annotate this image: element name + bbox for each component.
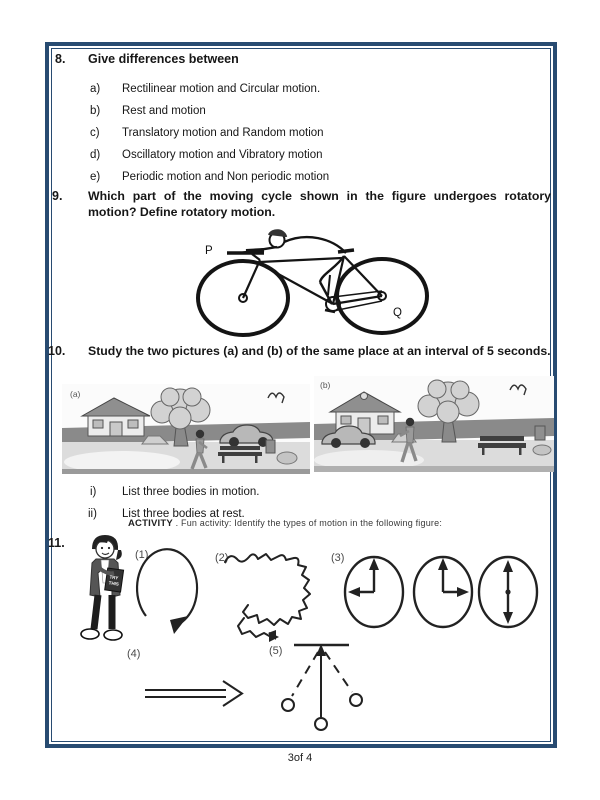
q10-number: 10. [48,344,66,358]
q8-item-e-text: Periodic motion and Non periodic motion [122,171,330,183]
book-text-line2: THIS [108,580,120,587]
q8-number: 8. [55,52,66,66]
figure-1-label: (1) [135,549,149,561]
figure-5-label: (5) [269,645,283,657]
q8-title: Give differences between [88,52,239,66]
activity-line [128,518,442,529]
scene-b-edge [314,466,554,472]
q8-item-a-label: a) [90,83,101,95]
q8-item-b-text: Rest and motion [122,105,206,117]
mascot-figure [72,533,138,645]
q9-number: 9. [52,189,63,203]
circular-motion-figure [137,549,197,634]
q8-item-c-label: c) [90,127,100,139]
q8-item-e-label: e) [90,171,101,183]
scene-a-label: (a) [70,389,81,399]
scene-a-figure [62,384,310,474]
scene-b-label: (b) [320,380,331,390]
scene-b-rock [533,445,551,455]
bike-frame [227,250,382,304]
q10-item-i-label: i) [90,486,97,498]
figure-3-label: (3) [331,552,345,564]
mascot [81,535,124,640]
scene-a-edge [62,469,310,474]
q10-item-ii-text: List three bodies at rest. [122,508,245,520]
clock-figures [345,557,537,627]
activity-title: ACTIVITY [128,518,173,529]
scene-a-bin [266,440,275,453]
q10-item-ii-label: ii) [88,508,97,520]
q11-number: 11. [48,536,65,550]
q8-item-d-label: d) [90,149,101,161]
q10-item-i-text: List three bodies in motion. [122,486,260,498]
bike-label-q: Q [393,307,402,319]
bicycle-figure [180,220,430,340]
q10-text: Study the two pictures (a) and (b) of the same place at an interval of 5 seconds. [88,344,551,358]
scene-a-rock [277,452,297,464]
figure-4-label: (4) [127,648,141,660]
straight-arrow-figure [145,681,242,706]
scene-b-bin [535,426,545,440]
q9-text: Which part of the moving cycle shown in the figure undergoes rotatory motion? Define rotatory motion. [88,189,551,219]
activity-text: . Fun activity: Identify the types of motion in the following figure: [172,518,443,528]
motion-figures [130,540,555,740]
q8-item-b-label: b) [90,105,101,117]
page-footer: 3of 4 [287,752,313,764]
random-motion-figure [225,554,310,642]
pendulum-figure [282,644,362,730]
book-text-line1: TRY [109,574,119,581]
figure-2-label: (2) [215,552,229,564]
q8-item-c-text: Translatory motion and Random motion [122,127,324,139]
q8-item-d-text: Oscillatory motion and Vibratory motion [122,149,323,161]
scene-b-figure [314,376,554,472]
bike-label-p: P [205,245,213,257]
q8-item-a-text: Rectilinear motion and Circular motion. [122,83,321,95]
